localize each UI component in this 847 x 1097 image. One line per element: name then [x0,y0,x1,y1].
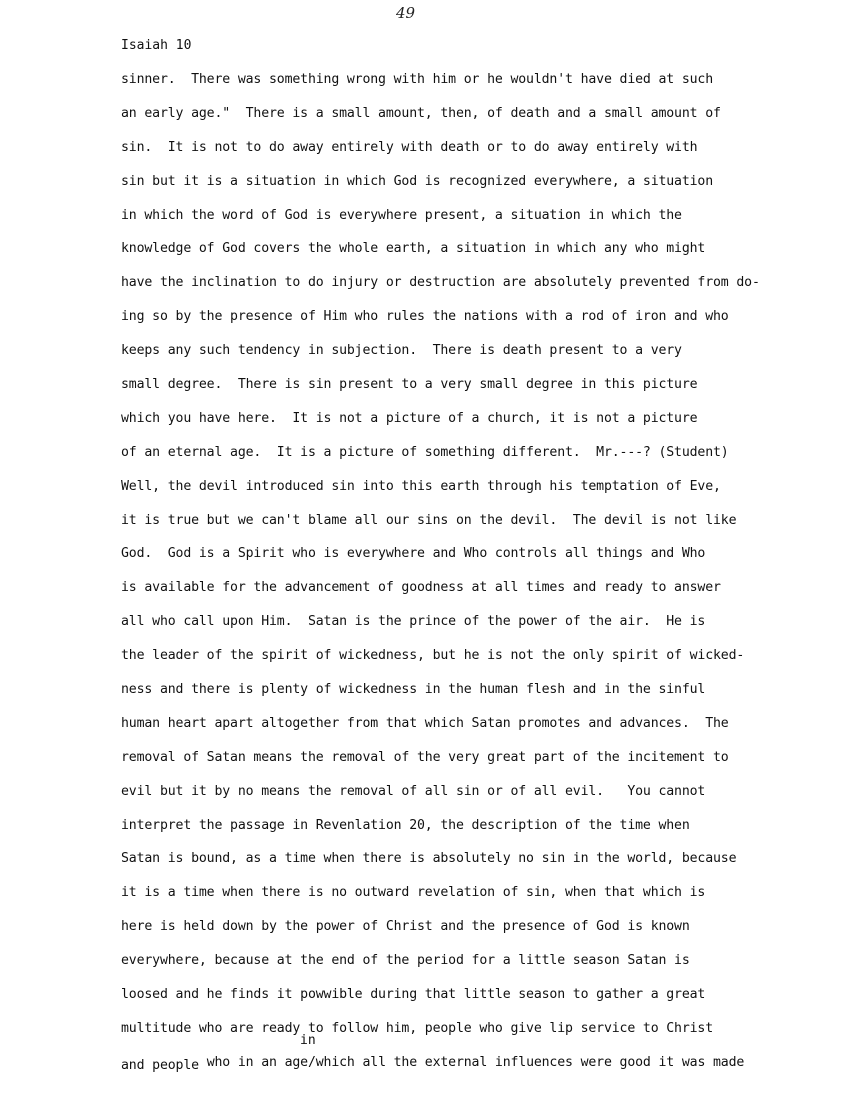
text-line: Well, the devil introduced sin into this earth through his temptation of Eve, [121,478,721,494]
text-line: ness and there is plenty of wickedness in the human flesh and in the sinful [121,682,706,698]
text-line: sinner. There was something wrong with him or he wouldn't have died at such [121,72,714,87]
text-line: evil but it by no means the removal of all sin or of all evil. You cannot [121,783,706,799]
text-line: interpret the passage in Revenlation 20, the description of the time when [121,817,690,833]
text-line: which you have here. It is not a picture of a church, it is not a picture [121,410,698,426]
text-line: multitude who are ready to follow him, people who give lip service to Christ [121,1020,714,1036]
text-line: an early age." There is a small amount, then, of death and a small amount of [121,105,721,121]
text-line: of an eternal age. It is a picture of something different. Mr.---? (Student) [121,444,729,460]
text-line: here is held down by the power of Christ and the presence of God is known [121,919,690,935]
text-line: the leader of the spirit of wickedness, but he is not the only spirit of wicked- [121,648,745,664]
text-line-last [121,1053,821,1087]
body-text [121,70,821,1087]
text-line: God. God is a Spirit who is everywhere and Who controls all things and Who [121,546,706,562]
text-line: sin but it is a situation in which God is recognized everywhere, a situation [121,173,714,189]
text-line: small degree. There is sin present to a very small degree in this picture [121,377,698,393]
text-line: ing so by the presence of Him who rules the nations with a rod of iron and who [121,309,729,325]
text-line: knowledge of God covers the whole earth, a situation in which any who might [121,241,706,257]
page-number: 49 [395,4,416,22]
text-line: it is a time when there is no outward revelation of sin, when that which is [121,885,706,901]
text-line: everywhere, because at the end of the period for a little season Satan is [121,953,690,969]
text-line: is available for the advancement of goodness at all times and ready to answer [121,580,721,596]
text-line: Satan is bound, as a time when there is absolutely no sin in the world, because [121,851,737,867]
interlinear-insertion: in [300,1033,316,1048]
text-line: human heart apart altogether from that which Satan promotes and advances. The [121,715,729,731]
text-line: have the inclination to do injury or destruction are absolutely prevented from do- [121,275,760,291]
last-line-rest: who in an age/which all the external influences were good it was made [198,1054,745,1070]
text-line: in which the word of God is everywhere present, a situation in which the [121,207,682,223]
text-line: loosed and he finds it powwible during that little season to gather a great [121,987,706,1003]
text-line: all who call upon Him. Satan is the prince of the power of the air. He is [121,614,706,630]
text-line: sin. It is not to do away entirely with death or to do away entirely with [121,139,698,155]
text-line: it is true but we can't blame all our sins on the devil. The devil is not like [121,512,737,528]
text-line: keeps any such tendency in subjection. There is death present to a very [121,343,682,359]
text-line: removal of Satan means the removal of the very great part of the incitement to [121,749,729,765]
last-line-start: and people [121,1057,199,1073]
section-heading: Isaiah 10 [121,38,192,53]
